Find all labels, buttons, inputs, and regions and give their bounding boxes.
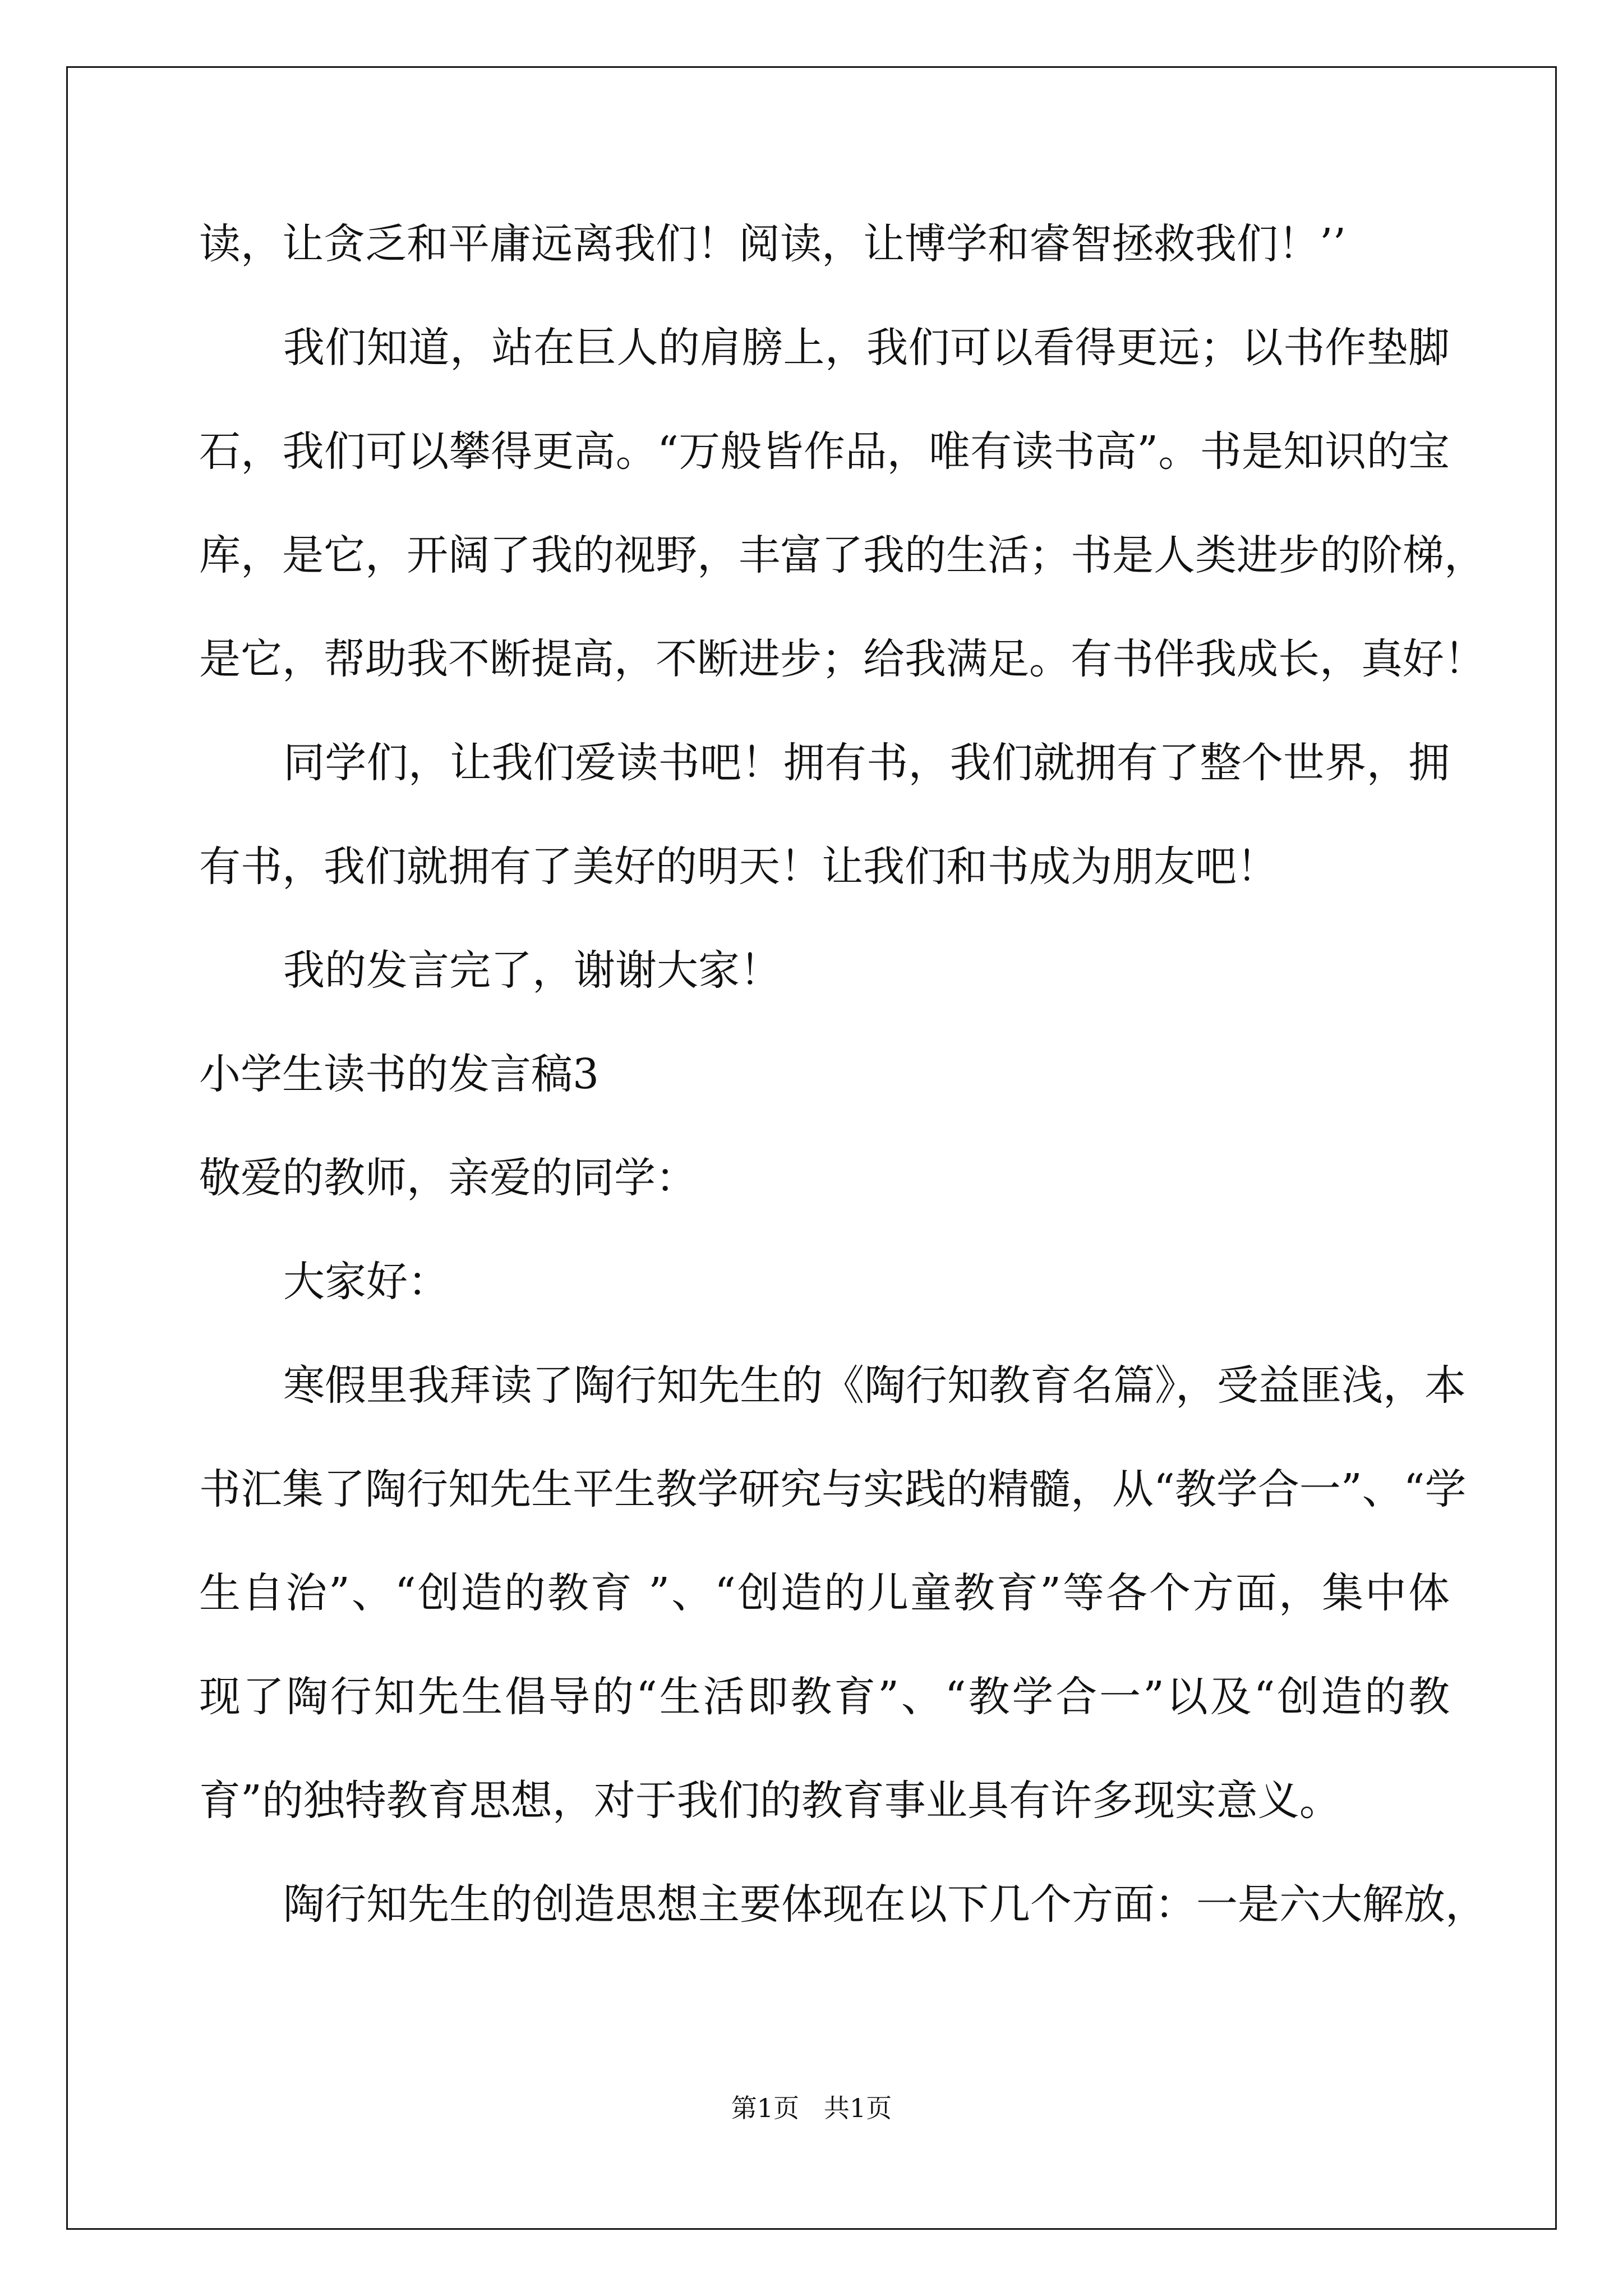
page-footer: 第1页 共1页 bbox=[731, 2093, 892, 2123]
salutation: 敬爱的教师，亲爱的同学： bbox=[199, 1154, 697, 1202]
paragraph-first-line: 同学们，让我们爱读书吧！拥有书，我们就拥有了整个世界，拥 bbox=[283, 739, 1450, 787]
body-line: 石，我们可以攀得更高。“万般皆作品，唯有读书高”。书是知识的宝 bbox=[199, 427, 1450, 476]
paragraph-first-line: 我的发言完了，谢谢大家！ bbox=[283, 946, 781, 995]
body-line: 现了陶行知先生倡导的“生活即教育”、“教学合一”以及“创造的教 bbox=[199, 1673, 1450, 1721]
body-line: 有书，我们就拥有了美好的明天！让我们和书成为朋友吧！ bbox=[199, 843, 1278, 891]
section-heading: 小学生读书的发言稿3 bbox=[199, 1050, 600, 1098]
paragraph-first-line: 我们知道，站在巨人的肩膀上，我们可以看得更远；以书作垫脚 bbox=[283, 324, 1450, 372]
body-line: 是它，帮助我不断提高，不断进步；给我满足。有书伴我成长，真好！ bbox=[199, 635, 1486, 683]
paragraph-first-line: 陶行知先生的创造思想主要体现在以下几个方面：一是六大解放， bbox=[283, 1880, 1487, 1929]
body-line: 书汇集了陶行知先生平生教学研究与实践的精髓，从“教学合一”、“学 bbox=[199, 1465, 1467, 1513]
greeting: 大家好： bbox=[283, 1258, 449, 1306]
body-line: 读，让贪乏和平庸远离我们！阅读，让博学和睿智拯救我们！’’ bbox=[199, 220, 1347, 268]
paragraph-first-line: 寒假里我拜读了陶行知先生的《陶行知教育名篇》，受益匪浅，本 bbox=[283, 1361, 1466, 1410]
body-line: 育”的独特教育思想，对于我们的教育事业具有许多现实意义。 bbox=[199, 1777, 1341, 1825]
body-line: 生自治”、“创造的教育 ”、“创造的儿童教育”等各个方面，集中体 bbox=[199, 1569, 1450, 1617]
body-line: 库，是它，开阔了我的视野，丰富了我的生活；书是人类进步的阶梯， bbox=[199, 531, 1486, 579]
